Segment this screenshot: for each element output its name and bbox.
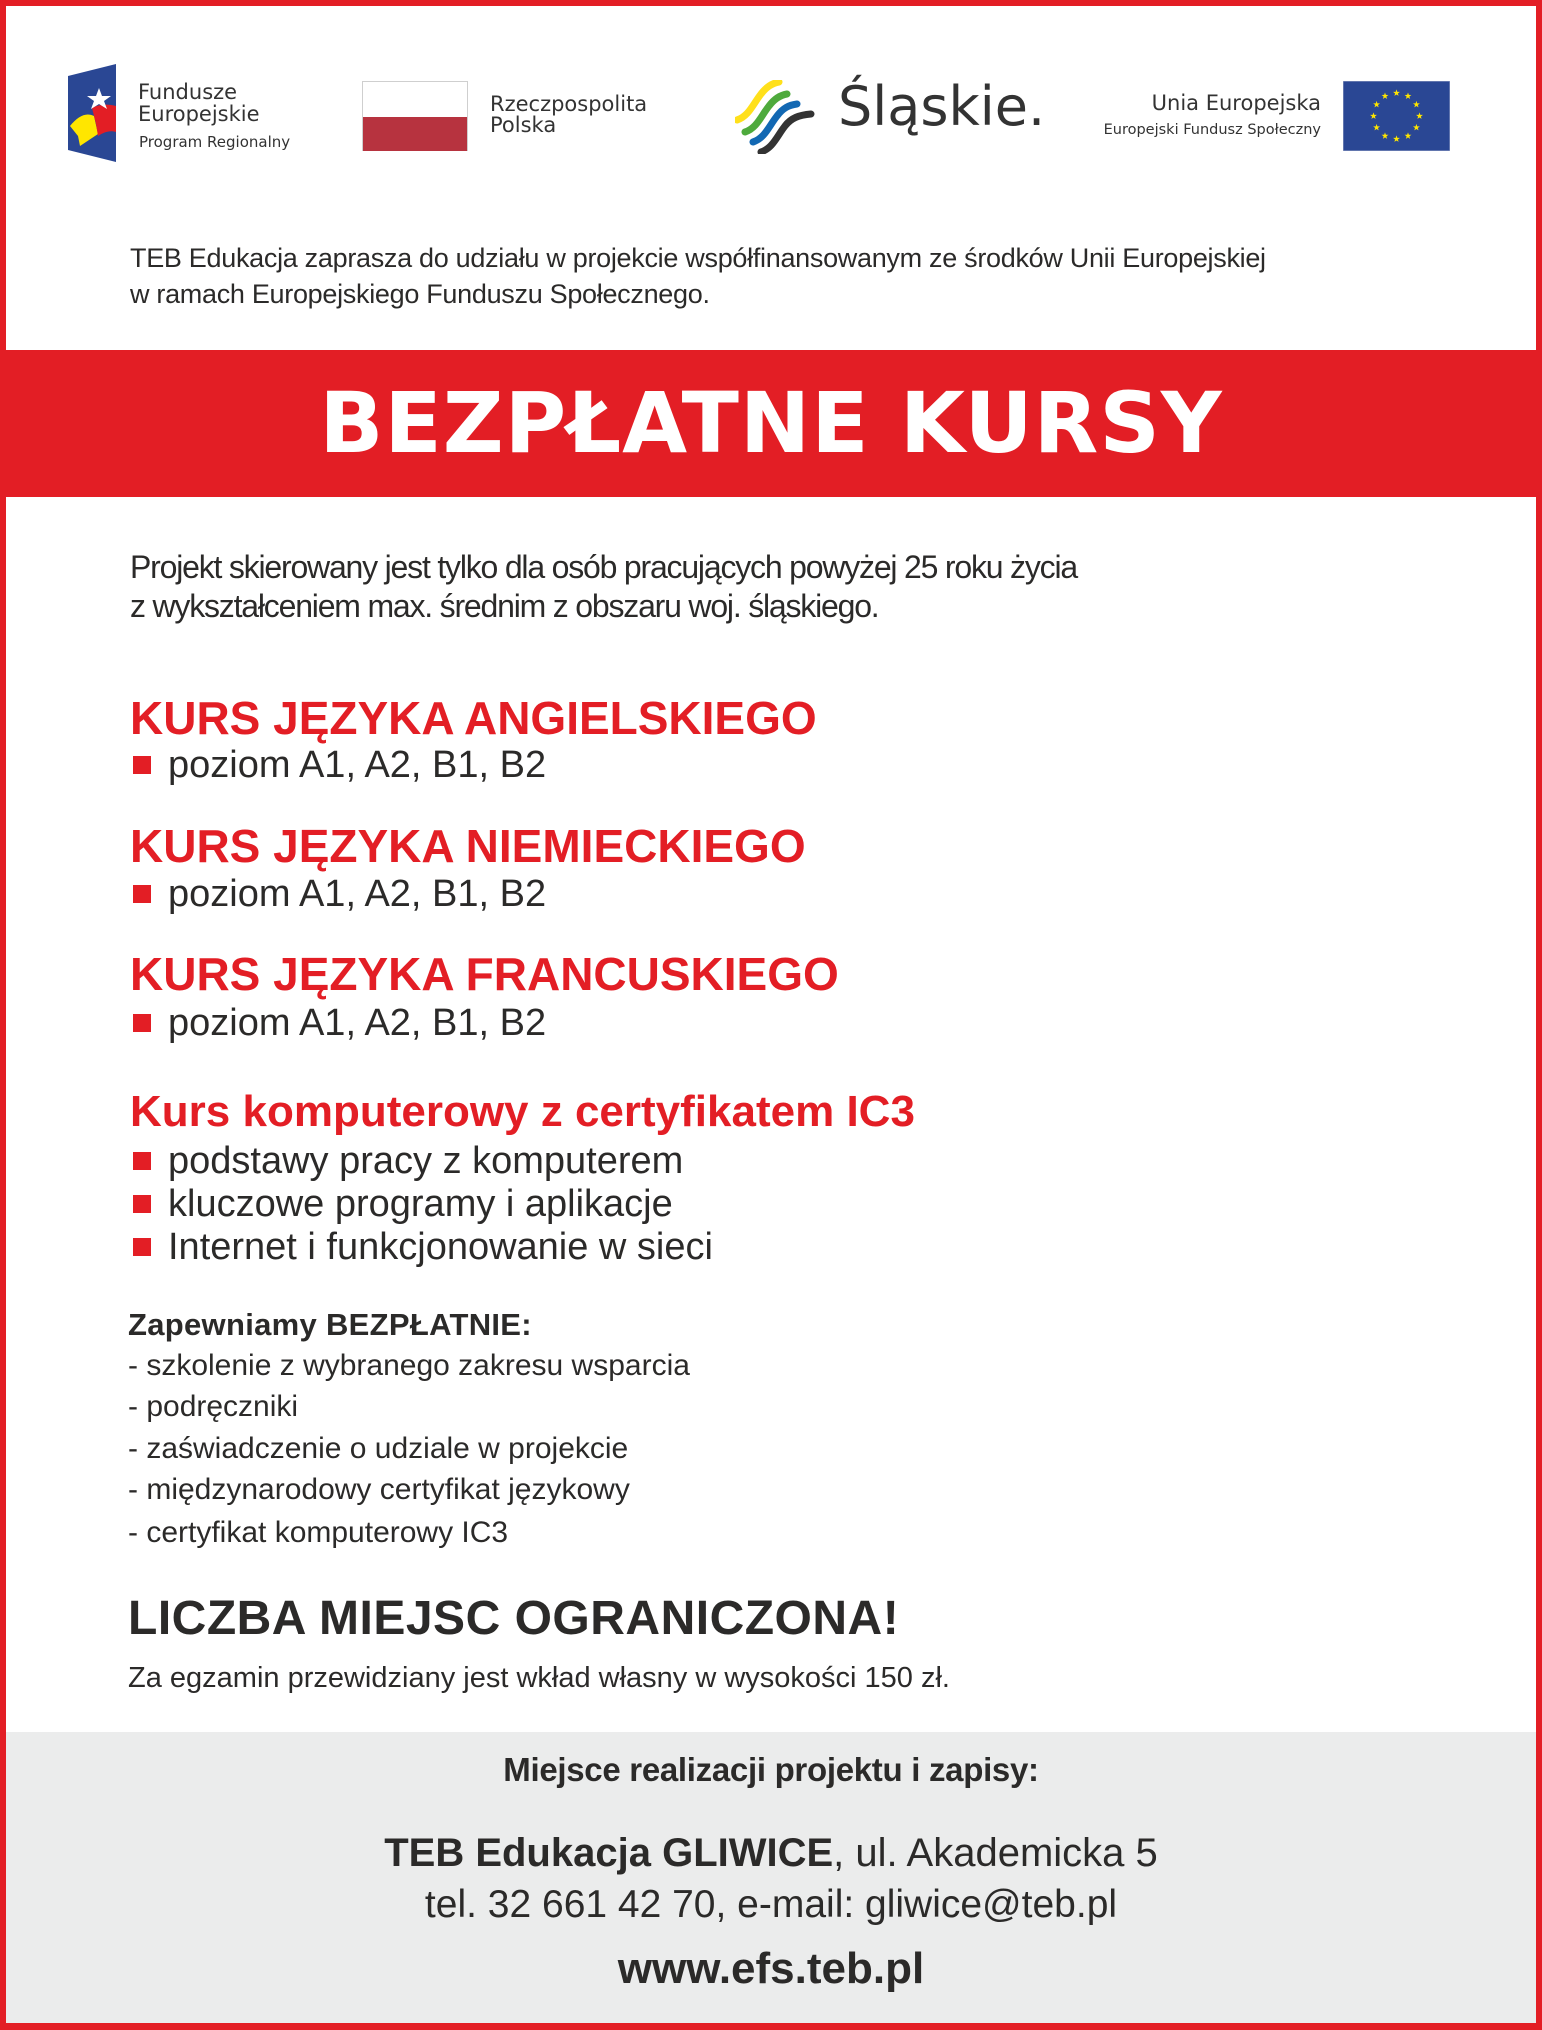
footer-contact[interactable]: tel. 32 661 42 70, e-mail: gliwice@teb.pl (424, 1883, 1118, 1926)
target-line: Projekt skierowany jest tylko dla osób pracujących powyżej 25 roku życia (130, 549, 1077, 585)
footer-address (6, 1828, 1536, 1878)
target-group-text (130, 548, 1077, 626)
polish-flag-icon (362, 81, 468, 151)
course-heading-computer: Kurs komputerowy z certyfikatem IC3 (130, 1087, 915, 1136)
polska-logo-line1: Rzeczpospolita (490, 92, 648, 116)
footer-org: TEB Edukacja GLIWICE (384, 1831, 834, 1875)
fundusze-logo-line2: Europejskie (138, 102, 260, 126)
unia-logo-line2: Europejski Fundusz Społeczny (1103, 122, 1321, 138)
square-bullet-icon (133, 885, 151, 903)
course-item-text: poziom A1, A2, B1, B2 (168, 1002, 547, 1044)
square-bullet-icon (133, 1238, 151, 1256)
course-item-text: kluczowe programy i aplikacje (168, 1183, 673, 1225)
course-heading-german: KURS JĘZYKA NIEMIECKIEGO (130, 820, 806, 872)
provide-item: - szkolenie z wybranego zakresu wsparcia (128, 1349, 690, 1382)
intro-line: TEB Edukacja zaprasza do udziału w projekcie współfinansowanym ze środków Unii Europejskiej (130, 243, 1266, 273)
title-banner (6, 350, 1536, 497)
exam-fee-note: Za egzamin przewidziany jest wkład własny w wysokości 150 zł. (128, 1662, 950, 1694)
unia-logo-line1: Unia Europejska (1151, 91, 1321, 115)
course-heading-english: KURS JĘZYKA ANGIELSKIEGO (130, 692, 817, 744)
eu-flag-icon (1343, 81, 1450, 156)
course-item (133, 1225, 713, 1269)
course-item-text: poziom A1, A2, B1, B2 (168, 744, 547, 786)
provide-item: - podręczniki (128, 1390, 299, 1423)
square-bullet-icon (133, 756, 151, 774)
course-item-text: podstawy pracy z komputerem (168, 1140, 684, 1182)
course-item (133, 872, 546, 916)
provide-item: - zaświadczenie o udziale w projekcie (128, 1432, 629, 1465)
intro-text (130, 240, 1266, 312)
limited-places-notice: LICZBA MIEJSC OGRANICZONA! (128, 1592, 900, 1645)
square-bullet-icon (133, 1195, 151, 1213)
target-line: z wykształceniem max. średnim z obszaru woj. śląskiego. (130, 588, 879, 624)
banner-title: BEZPŁATNE KURSY (319, 374, 1223, 472)
square-bullet-icon (133, 1152, 151, 1170)
course-item-text: poziom A1, A2, B1, B2 (168, 873, 547, 915)
course-item (133, 1182, 673, 1226)
footer-title: Miejsce realizacji projektu i zapisy: (503, 1751, 1039, 1788)
fundusze-logo-line1: Fundusze (138, 80, 238, 104)
course-item (133, 1139, 683, 1183)
polska-logo-line2: Polska (490, 113, 557, 137)
footer-street: , ul. Akademicka 5 (833, 1831, 1158, 1875)
square-bullet-icon (133, 1014, 151, 1032)
fundusze-europejskie-logo-icon (68, 64, 118, 167)
slaskie-logo-text: Śląskie. (838, 75, 1046, 138)
website-link[interactable]: www.efs.teb.pl (617, 1944, 925, 1993)
provide-heading: Zapewniamy BEZPŁATNIE: (128, 1307, 532, 1342)
course-item (133, 743, 546, 787)
intro-line: w ramach Europejskiego Funduszu Społecznego. (130, 279, 710, 309)
course-item (133, 1001, 546, 1045)
provide-item: - międzynarodowy certyfikat językowy (128, 1473, 630, 1506)
slaskie-waves-icon (735, 80, 815, 159)
course-item-text: Internet i funkcjonowanie w sieci (168, 1226, 713, 1268)
provide-item: - certyfikat komputerowy IC3 (128, 1516, 509, 1549)
course-heading-french: KURS JĘZYKA FRANCUSKIEGO (130, 948, 839, 1000)
contact-footer (6, 1732, 1536, 2023)
fundusze-logo-sub: Program Regionalny (139, 133, 291, 151)
